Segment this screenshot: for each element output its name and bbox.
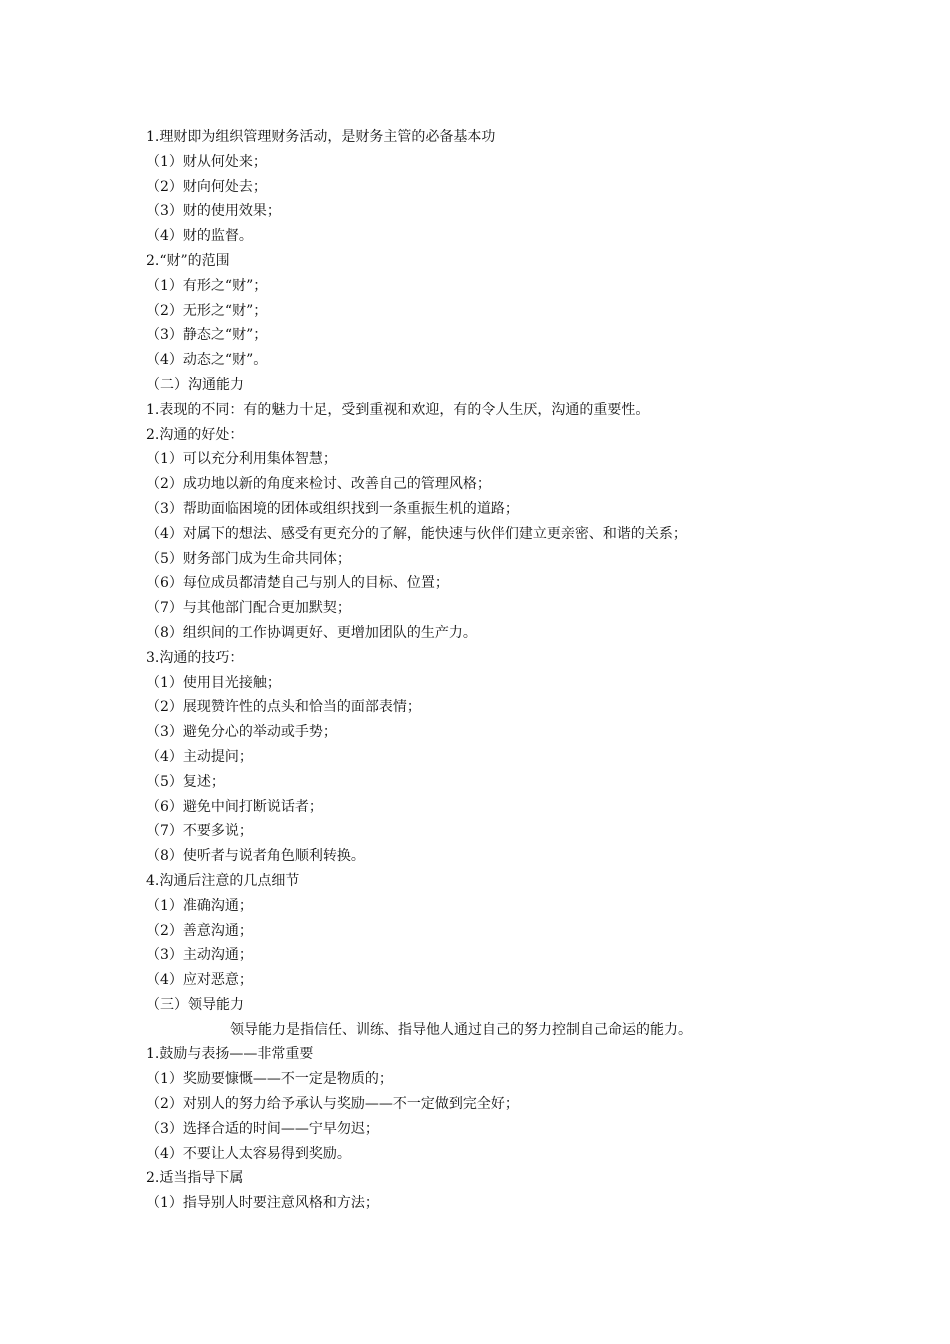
list-item: （3）帮助面临困境的团体或组织找到一条重振生机的道路； (146, 500, 519, 517)
heading-3: 3.沟通的技巧： (146, 649, 244, 666)
list-item: （7）不要多说； (146, 823, 253, 840)
list-item: （5）复述； (146, 773, 225, 790)
list-item: （7）与其他部门配合更加默契； (146, 600, 351, 617)
paragraph: 领导能力是指信任、训练、指导他人通过自己的努力控制自己命运的能力。 (230, 1021, 692, 1038)
list-item: （4）不要让人太容易得到奖励。 (146, 1145, 351, 1162)
list-item: （4）应对恶意； (146, 972, 253, 989)
heading-4: 4.沟通后注意的几点细节 (146, 872, 300, 889)
list-item: （6）避免中间打断说话者； (146, 798, 323, 815)
list-item: （6）每位成员都清楚自己与别人的目标、位置； (146, 575, 449, 592)
list-item: （1）奖励要慷慨——不一定是物质的； (146, 1071, 393, 1088)
list-item: （8）组织间的工作协调更好、更增加团队的生产力。 (146, 624, 477, 641)
list-item: （2）无形之“财”； (146, 302, 268, 319)
list-item: （1）指导别人时要注意风格和方法； (146, 1195, 379, 1212)
list-item: （3）选择合适的时间——宁早勿迟； (146, 1120, 379, 1137)
list-item: （2）成功地以新的角度来检讨、改善自己的管理风格； (146, 476, 491, 493)
section-heading: （二）沟通能力 (146, 376, 244, 393)
list-item: （1）有形之“财”； (146, 277, 268, 294)
section-heading: （三）领导能力 (146, 996, 244, 1013)
list-item: （4）财的监督。 (146, 228, 253, 245)
heading-2: 2.“财”的范围 (146, 252, 230, 269)
heading-2: 2.沟通的好处： (146, 426, 244, 443)
list-item: （4）主动提问； (146, 748, 253, 765)
list-item: （3）主动沟通； (146, 947, 253, 964)
list-item: （2）对别人的努力给予承认与奖励——不一定做到完全好； (146, 1096, 519, 1113)
heading-1: 1.理财即为组织管理财务活动，是财务主管的必备基本功 (146, 129, 496, 145)
list-item: （2）财向何处去； (146, 178, 267, 195)
heading-1: 1.鼓励与表扬——非常重要 (146, 1046, 314, 1063)
list-item: （3）静态之“财”； (146, 327, 268, 344)
list-item: （2）展现赞许性的点头和恰当的面部表情； (146, 699, 421, 716)
list-item: （1）准确沟通； (146, 897, 253, 914)
list-item: （1）可以充分利用集体智慧； (146, 451, 337, 468)
list-item: （4）对属下的想法、感受有更充分的了解，能快速与伙伴们建立更亲密、和谐的关系； (146, 525, 687, 542)
heading-1: 1.表现的不同：有的魅力十足，受到重视和欢迎，有的令人生厌，沟通的重要性。 (146, 401, 650, 418)
list-item: （8）使听者与说者角色顺利转换。 (146, 848, 365, 865)
list-item: （4）动态之“财”。 (146, 352, 268, 369)
list-item: （2）善意沟通； (146, 922, 253, 939)
document-body (146, 125, 926, 1216)
list-item: （1）使用目光接触； (146, 674, 281, 691)
list-item: （5）财务部门成为生命共同体； (146, 550, 351, 567)
heading-2: 2.适当指导下属 (146, 1170, 244, 1187)
list-item: （1）财从何处来； (146, 153, 267, 170)
list-item: （3）财的使用效果； (146, 203, 281, 220)
list-item: （3）避免分心的举动或手势； (146, 724, 337, 741)
